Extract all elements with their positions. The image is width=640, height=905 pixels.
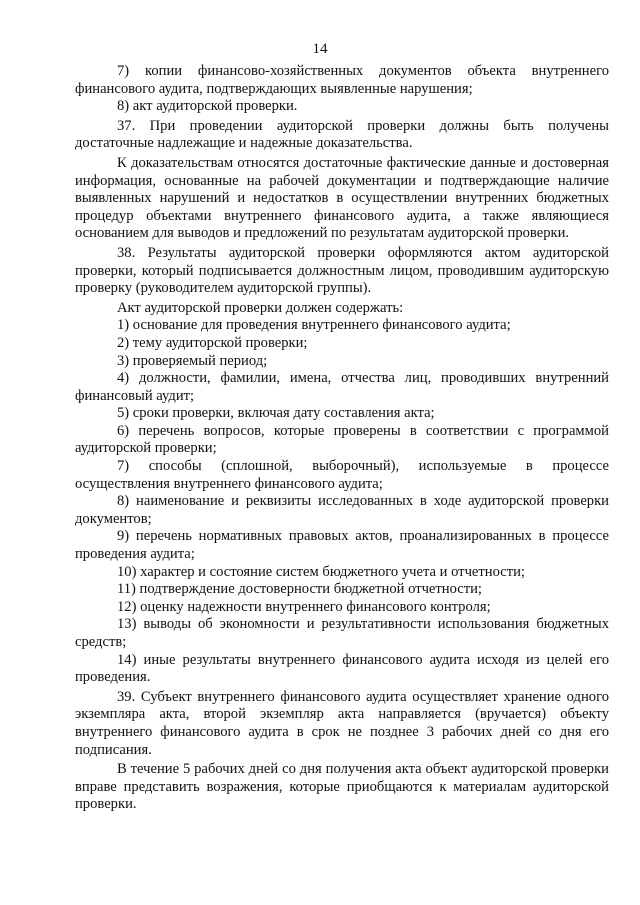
paragraph-evidence-definition: К доказательствам относятся достаточные фактические данные и достоверная информация, основанные на рабочей документации и подтверждающие наличие выявленных нарушений и недостатков в осуществлении внутренних бюджетных процедур объектами внутреннего финансового аудита, а также являющиеся основанием для выводов и предложений по результатам аудиторской проверки. xyxy=(75,154,609,242)
list-item-4: 4) должности, фамилии, имена, отчества лиц, проводивших внутренний финансовый аудит; xyxy=(75,370,609,404)
list-item-12: 12) оценку надежности внутреннего финансового контроля; xyxy=(117,598,491,615)
paragraph-item-7-copies: 7) копии финансово-хозяйственных документов объекта внутреннего финансового аудита, подтверждающих выявленные нарушения; xyxy=(75,63,609,97)
list-item-14: 14) иные результаты внутреннего финансового аудита исходя из целей его проведения. xyxy=(75,651,609,686)
list-item-13: 13) выводы об экономности и результативности использования бюджетных средств; xyxy=(75,616,609,650)
paragraph-clause-39: 39. Субъект внутреннего финансового аудита осуществляет хранение одного экземпляра акта, второй экземпляр акта направляется (вручается) объекту внутреннего финансового аудита в срок не позднее 3 рабочих дней со дня его подписания. xyxy=(75,688,609,758)
list-item-9: 9) перечень нормативных правовых актов, проанализированных в процессе проведения аудита; xyxy=(75,528,609,563)
list-item-10: 10) характер и состояние систем бюджетного учета и отчетности; xyxy=(117,563,525,580)
list-item-2: 2) тему аудиторской проверки; xyxy=(117,334,308,351)
page-number: 14 xyxy=(312,41,328,57)
document-body xyxy=(75,63,609,814)
list-item-6: 6) перечень вопросов, которые проверены в соответствии с программой аудиторской проверки; xyxy=(75,422,609,457)
paragraph-item-8-act: 8) акт аудиторской проверки. xyxy=(117,98,298,115)
list-item-1: 1) основание для проведения внутреннего финансового аудита; xyxy=(117,317,511,334)
paragraph-objections: В течение 5 рабочих дней со дня получения акта объект аудиторской проверки вправе представить возражения, которые приобщаются к материалам аудиторской проверки. xyxy=(75,761,609,813)
list-item-11: 11) подтверждение достоверности бюджетной отчетности; xyxy=(117,581,482,598)
list-item-5: 5) сроки проверки, включая дату составления акта; xyxy=(117,405,435,422)
paragraph-act-contents-intro: Акт аудиторской проверки должен содержать: xyxy=(117,299,404,316)
paragraph-clause-38: 38. Результаты аудиторской проверки оформляются актом аудиторской проверки, который подписывается должностным лицом, проводившим аудиторскую проверку (руководителем аудиторской группы). xyxy=(75,244,609,297)
list-item-8: 8) наименование и реквизиты исследованных в ходе аудиторской проверки документов; xyxy=(75,493,609,527)
paragraph-clause-37: 37. При проведении аудиторской проверки должны быть получены достаточные надлежащие и надежные доказательства. xyxy=(75,117,609,152)
list-item-7: 7) способы (сплошной, выборочный), используемые в процессе осуществления внутреннего финансового аудита; xyxy=(75,458,609,492)
list-item-3: 3) проверяемый период; xyxy=(117,352,268,369)
